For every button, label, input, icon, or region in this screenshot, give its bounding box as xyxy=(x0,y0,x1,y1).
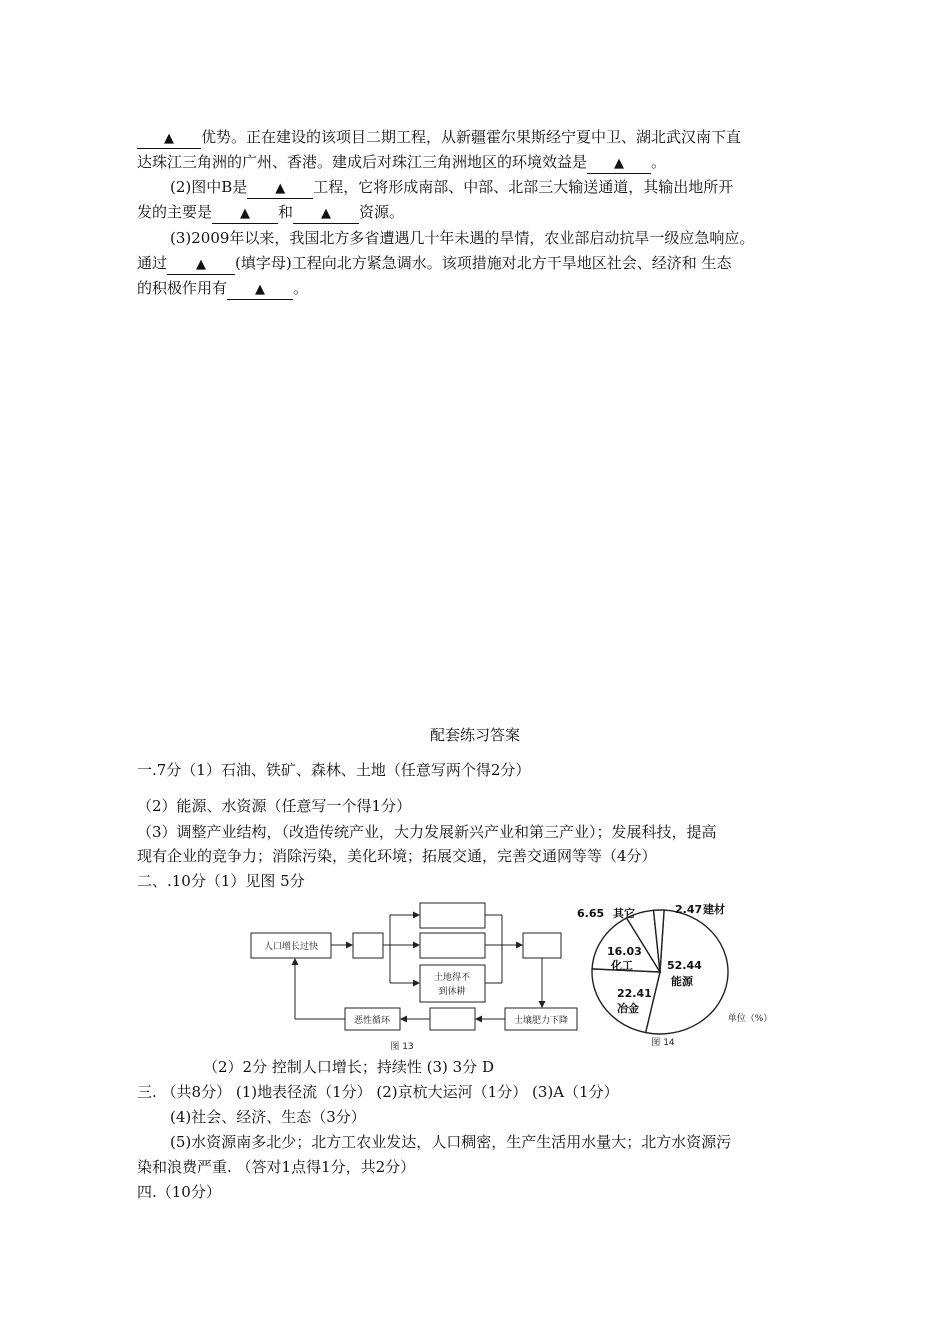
answer-line: 一.7分（1）石油、铁矿、森林、土地（任意写两个得2分） xyxy=(137,761,531,779)
triangle-icon: ▲ xyxy=(275,181,286,196)
answer-line: （2）2分 控制人口增长；持续性 (3) 3分 D xyxy=(203,1058,494,1076)
answer-blank[interactable] xyxy=(587,153,651,174)
q2-line-4: 发的主要是 ▲ 和 ▲ 资源。 xyxy=(137,201,404,224)
figure-13-diagram xyxy=(240,895,595,1055)
pie-value-label: 52.44 xyxy=(667,959,702,972)
answer-line: 三. （共8分） (1)地表径流（1分） (2)京杭大运河（1分） (3)A（1分） xyxy=(137,1083,619,1101)
pie-value-label: 16.03 xyxy=(607,945,642,958)
answer-blank[interactable] xyxy=(212,203,278,224)
pie-value-label: 22.41 xyxy=(617,987,652,1000)
q2-line-3: (2)图中B是 ▲ 工程，它将形成南部、中部、北部三大输送通道，其输出地所开 xyxy=(170,176,733,199)
answers-title: 配套练习答案 xyxy=(429,726,520,744)
box-blank-3 xyxy=(420,933,485,958)
pie-category-label: 化工 xyxy=(611,959,633,972)
triangle-icon: ▲ xyxy=(164,131,174,146)
unit-label: 单位（%） xyxy=(727,1014,773,1024)
answer-blank[interactable] xyxy=(247,178,313,199)
pie-category-label: 建材 xyxy=(703,903,725,916)
q2-line-7: 的积极作用有 ▲ 。 xyxy=(137,277,308,300)
label-land-rest-2: 到休耕 xyxy=(438,987,466,997)
label-vicious: 恶性循环 xyxy=(353,1016,391,1026)
q2-line-5: (3)2009年以来，我国北方多省遭遇几十年未遇的旱情，农业部启动抗旱一级应急响应。 xyxy=(170,229,755,247)
answer-blank[interactable] xyxy=(137,128,201,149)
label-population: 人口增长过快 xyxy=(263,942,319,952)
pie-category-label: 其它 xyxy=(613,907,635,920)
answer-blank[interactable] xyxy=(293,203,359,224)
pie-value-label: 6.65 xyxy=(577,907,605,920)
answer-line: （3）调整产业结构，（改造传统产业，大力发展新兴产业和第三产业）；发展科技，提高 xyxy=(137,823,717,841)
pie-category-label: 能源 xyxy=(671,975,693,988)
answer-line: 四.（10分） xyxy=(137,1183,221,1201)
label-land-rest-1: 土地得不 xyxy=(433,973,471,983)
label-fertility: 土壤肥力下降 xyxy=(513,1016,569,1026)
q2-line-6: 通过 ▲ (填字母)工程向北方紧急调水。该项措施对北方干旱地区社会、经济和 生态 xyxy=(137,252,732,275)
triangle-icon: ▲ xyxy=(321,206,332,221)
triangle-icon: ▲ xyxy=(196,257,207,272)
answer-blank[interactable] xyxy=(227,279,293,300)
caption-fig13: 图 13 xyxy=(390,1042,414,1052)
q2-line-2: 达珠江三角洲的广州、香港。建成后对珠江三角洲地区的环境效益是 ▲ 。 xyxy=(137,151,666,174)
answer-line: 染和浪费严重. （答对1点得1分，共2分） xyxy=(137,1158,416,1176)
answer-line: (4)社会、经济、生态（3分） xyxy=(170,1108,366,1126)
answer-line: (5)水资源南多北少；北方工农业发达，人口稠密，生产生活用水量大；北方水资源污 xyxy=(170,1133,732,1151)
pie-category-label: 冶金 xyxy=(617,1002,639,1015)
answer-line: 二、.10分（1）见图 5分 xyxy=(137,872,305,890)
answer-blank[interactable] xyxy=(167,254,235,275)
pie-value-label: 2.47 xyxy=(675,903,703,916)
q2-line-1: ▲ 优势。正在建设的该项目二期工程，从新疆霍尔果斯经宁夏中卫、湖北武汉南下直 xyxy=(137,126,741,149)
box-blank-1 xyxy=(353,933,383,958)
answer-line: （2）能源、水资源（任意写一个得1分） xyxy=(137,797,412,815)
answer-line: 现有企业的竞争力；消除污染，美化环境；拓展交通，完善交通网等等（4分） xyxy=(137,847,657,865)
caption-fig14: 图 14 xyxy=(651,1038,675,1048)
triangle-icon: ▲ xyxy=(255,282,266,297)
figure-14-pie-chart xyxy=(555,897,795,1057)
box-blank-2 xyxy=(420,903,485,928)
triangle-icon: ▲ xyxy=(240,206,251,221)
box-blank-5 xyxy=(430,1008,475,1030)
triangle-icon: ▲ xyxy=(614,156,625,171)
